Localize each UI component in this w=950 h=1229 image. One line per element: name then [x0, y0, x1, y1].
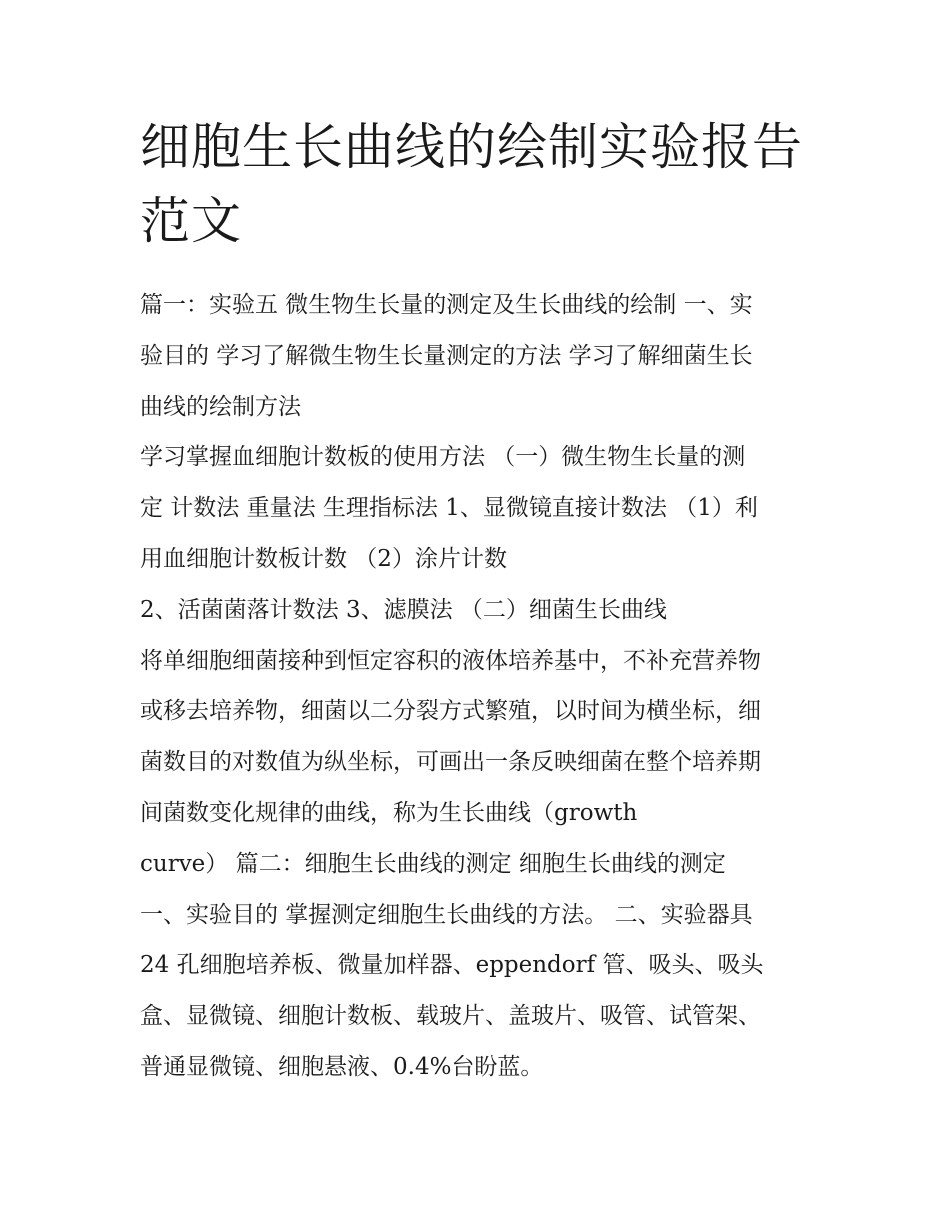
- body-line: 盒、显微镜、细胞计数板、载玻片、盖玻片、吸管、试管架、: [140, 1003, 761, 1030]
- document-body: [140, 280, 830, 1093]
- body-line: 2、活菌菌落计数法 3、滤膜法 （二）细菌生长曲线: [140, 596, 667, 623]
- body-line: 用血细胞计数板计数 （2）涂片计数: [140, 545, 507, 572]
- body-line: 曲线的绘制方法: [140, 393, 301, 420]
- document-title: [140, 110, 820, 258]
- body-line: 篇一：实验五 微生物生长量的测定及生长曲线的绘制 一、实: [140, 292, 753, 318]
- body-line: 一、实验目的 掌握测定细胞生长曲线的方法。 二、实验器具: [140, 901, 753, 928]
- body-line: 学习掌握血细胞计数板的使用方法 （一）微生物生长量的测: [140, 444, 746, 471]
- body-line: curve） 篇二：细胞生长曲线的测定 细胞生长曲线的测定: [140, 850, 726, 877]
- body-line: 将单细胞细菌接种到恒定容积的液体培养基中，不补充营养物: [140, 647, 761, 674]
- body-line: 验目的 学习了解微生物生长量测定的方法 学习了解细菌生长: [140, 342, 753, 369]
- body-line: 普通显微镜、细胞悬液、0.4%台盼蓝。: [140, 1053, 544, 1080]
- body-line: 或移去培养物，细菌以二分裂方式繁殖，以时间为横坐标，细: [140, 698, 761, 725]
- body-line: 间菌数变化规律的曲线，称为生长曲线（growth: [140, 799, 638, 826]
- body-line: 定 计数法 重量法 生理指标法 1、显微镜直接计数法 （1）利: [140, 495, 758, 522]
- body-line: 24 孔细胞培养板、微量加样器、eppendorf 管、吸头、吸头: [140, 952, 764, 979]
- body-line: 菌数目的对数值为纵坐标，可画出一条反映细菌在整个培养期: [140, 749, 761, 776]
- title-line: 细胞生长曲线的绘制实验报告: [140, 118, 803, 176]
- title-line: 范文: [140, 192, 242, 250]
